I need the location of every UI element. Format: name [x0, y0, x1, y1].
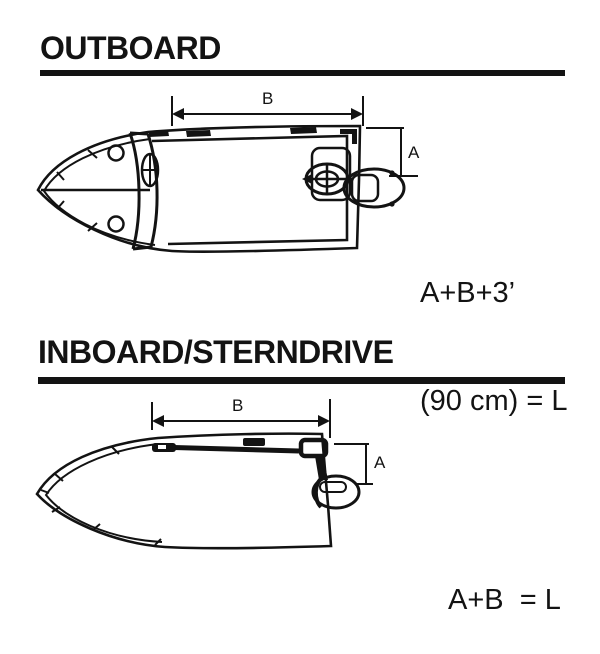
outboard-dim-b-label: B	[262, 89, 274, 108]
section-heading-inboard-sterndrive: INBOARD/STERNDRIVE	[38, 334, 394, 370]
inboard-dim-a-label: A	[374, 453, 386, 472]
outboard-boat-diagram	[38, 126, 404, 252]
outboard-cockpit-rim	[152, 136, 347, 244]
outboard-motor-cowl-inner	[352, 175, 378, 201]
inboard-dim-b-label: B	[232, 396, 244, 415]
inboard-inner-bow-line	[46, 444, 162, 542]
inboard-deck-fitting	[243, 438, 265, 446]
outboard-formula-line-1: A+B+3’	[420, 277, 516, 309]
inboard-formula-line-1: A+B = L	[448, 584, 561, 616]
heading-rule-outboard	[40, 70, 565, 76]
inboard-boat-diagram	[37, 434, 359, 548]
heading-rule-inboard	[38, 377, 565, 384]
section-heading-outboard: OUTBOARD	[40, 30, 221, 66]
outboard-formula-line-2: (90 cm) = L	[420, 385, 568, 417]
inboard-cockpit-edge-bar	[156, 447, 299, 451]
inboard-dimension-a	[334, 444, 373, 484]
outboard-deck-fitting-3	[290, 127, 317, 134]
outboard-dim-a-label: A	[408, 143, 420, 162]
bow-hatch-bottom	[109, 217, 124, 232]
inboard-formula	[448, 510, 561, 654]
cowl-bolt-top	[389, 170, 394, 175]
outboard-formula	[420, 203, 567, 455]
bow-hatch-top	[109, 146, 124, 161]
sterndrive-unit-inner	[320, 482, 346, 492]
cowl-bolt-bottom	[389, 201, 394, 206]
inboard-bow-cleat-notch	[158, 445, 166, 449]
outboard-deck-fitting-2	[186, 130, 211, 137]
outboard-deck-fitting-1	[148, 130, 169, 137]
